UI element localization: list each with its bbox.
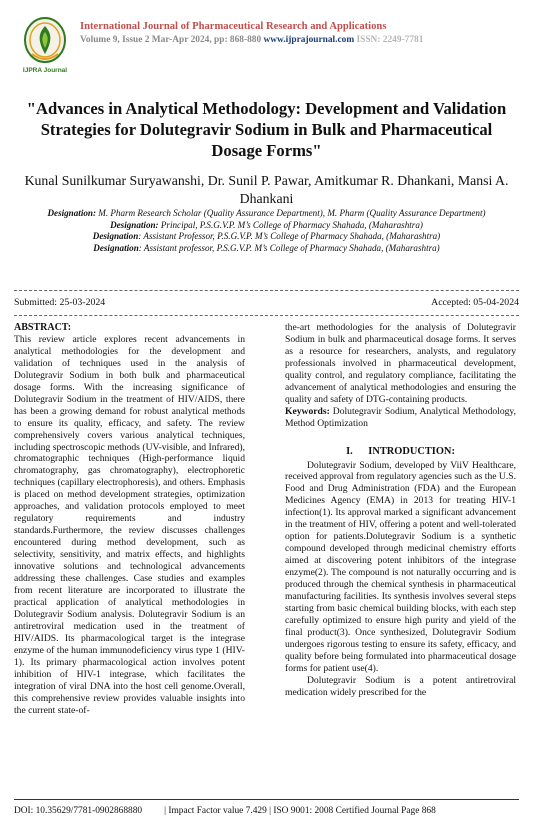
logo-text: IJPRA Journal — [22, 67, 68, 74]
left-column — [14, 322, 245, 716]
abstract-body-continued: the-art methodologies for the analysis of Dolutegravir Sodium in bulk and pharmaceutical dosage forms. It serves as a resource for researchers, analysts, and regulatory professionals involved in pharmaceutical development, quality control, and regulatory compliance, facilitating the advancement of analytical methodologies and ensuring the quality and safety of DTG-containing products. — [285, 322, 516, 405]
journal-meta — [80, 34, 530, 47]
footer-impact: | Impact Factor value 7.429 — [164, 806, 267, 816]
right-column — [285, 322, 516, 699]
accepted-date: Accepted: 05-04-2024 — [431, 297, 519, 308]
keywords-text: Dolutegravir Sodium, Analytical Methodology, Method Optimization — [285, 405, 516, 429]
journal-header — [80, 20, 530, 47]
keywords — [285, 406, 516, 430]
introduction-heading: I. INTRODUCTION: — [346, 445, 455, 457]
introduction-paragraph-2: Dolutegravir Sodium is a potent antiretroviral medication widely prescribed for the — [285, 674, 516, 698]
footer-rule — [14, 799, 519, 800]
journal-website-link[interactable]: www.ijprajournal.com — [263, 35, 355, 45]
designation-line: Designation: Principal, P.S.G.V.P. M’s College of Pharmacy Shahada, (Maharashtra) — [110, 219, 423, 230]
author-designations — [20, 208, 513, 254]
designation-line: Designation: M. Pharm Research Scholar (Quality Assurance Department), M. Pharm (Quality Assurance Department) — [47, 208, 486, 218]
divider-bottom — [14, 315, 519, 316]
divider-top — [14, 290, 519, 291]
introduction-paragraph-1: Dolutegravir Sodium, developed by ViiV Healthcare, received approval from regulatory agencies such as the U.S. Food and Drug Administration (FDA) and the European Medicines Agency (EMA) in 2013 for treating HIV-1 infection(1). Its approval marked a significant advancement in the treatment of HIV, offering a potent and well-tolerated option for patients.Dolutegravir Sodium is a synthetic compound developed through medicinal chemistry efforts aimed at discovering potent inhibitors of the integrase enzyme(2). The compound is not naturally occurring and is produced through the chemical synthesis in pharmaceutical manufacturing facilities. Its synthesis involves several steps starting from basic chemical building blocks, with each step carefully optimized to ensure high purity and yield of the final product(3). Once synthesized, Dolutegravir Sodium undergoes rigorous testing to ensure its safety, efficacy, and quality before being formulated into pharmaceutical dosage forms for patient use(4). — [285, 459, 516, 674]
submission-dates — [14, 297, 519, 308]
designation-line: Designation: Assistant Professor, P.S.G.V.P. M’s College of Pharmacy Shahada, (Maharashtra) — [92, 231, 441, 242]
footer-iso: | ISO 9001: 2008 Certified Journal Page 868 — [269, 806, 436, 816]
abstract-body: This review article explores recent advancements in analytical methodologies for the development and validation of techniques used in the analysis of Dolutegravir Sodium in both bulk and pharmaceutical dosage forms. With the increasing significance of Dolutegravir Sodium in the treatment of HIV/AIDS, there has been a growing demand for robust analytical methods to ensure its quality, efficacy, and safety. The review comprehensively covers various analytical techniques, including spectroscopic methods (UV-visible, and Infrared), chromatographic techniques (High-performance liquid chromatography, gas chromatography), electrophoretic techniques (capillary electrophoresis), and others. Emphasis is placed on method development strategies, optimization approaches, and validation protocols employed to meet regulatory requirements and industry standards.Furthermore, the review discusses challenges encountered during method development, such as selectivity, sensitivity, and matrix effects, and highlights innovative solutions and technological advancements addressing these challenges. Case studies and examples from recent literature are incorporated to illustrate the practical application of analytical methodologies in Dolutegravir Sodium analysis. Dolutegravir Sodium is an antiretroviral medication used in the treatment of HIV/AIDS. Its pharmacological target is the integrase enzyme of the human immunodeficiency virus type 1 (HIV-1). Its primary pharmacological action involves potent inhibition of HIV-1 integrase, which facilitates the integration of viral DNA into the host cell genome.Overall, this comprehensive review provides valuable insights into the current state-of- — [14, 333, 245, 716]
submitted-date: Submitted: 25-03-2024 — [14, 297, 106, 308]
journal-logo-icon — [18, 14, 72, 76]
volume-info: Volume 9, Issue 2 Mar-Apr 2024, pp: 868-880 — [80, 35, 262, 45]
designation-line: Designation: Assistant professor, P.S.G.V.P. M’s College of Pharmacy Shahada, (Maharashtra) — [93, 242, 440, 253]
paper-title: "Advances in Analytical Methodology: Development and Validation Strategies for Dolutegravir Sodium in Bulk and Pharmaceutical Dosage Forms" — [26, 99, 507, 160]
page-footer — [14, 806, 524, 816]
journal-logo — [18, 14, 72, 76]
journal-name: International Journal of Pharmaceutical Research and Applications — [80, 21, 387, 32]
paper-authors: Kunal Sunilkumar Suryawanshi, Dr. Sunil P. Pawar, Amitkumar R. Dhankani, Mansi A. Dhankani — [24, 173, 509, 206]
keywords-label: Keywords: — [285, 405, 330, 417]
abstract-heading: ABSTRACT: — [14, 322, 72, 333]
footer-doi-link[interactable]: DOI: 10.35629/7781-0902868880 — [14, 806, 143, 816]
journal-issn: ISSN: 2249-7781 — [356, 35, 424, 45]
